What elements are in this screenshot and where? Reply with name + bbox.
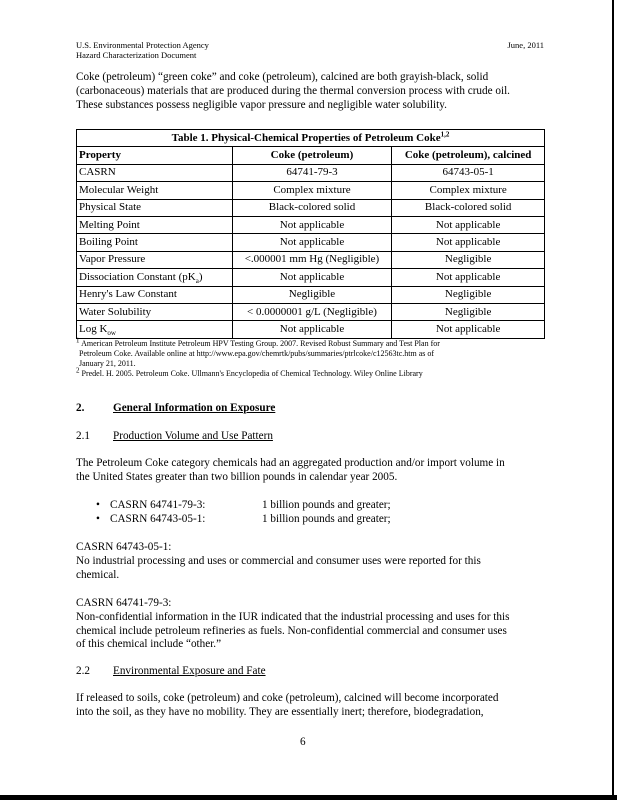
cell-property: Vapor Pressure xyxy=(77,251,233,268)
column-header-coke: Coke (petroleum) xyxy=(232,147,392,164)
cell-calcined: Not applicable xyxy=(392,269,545,286)
table-row xyxy=(77,269,545,286)
list-item: • CASRN 64743-05-1: 1 billion pounds and greater; xyxy=(96,512,391,525)
page-right-border xyxy=(612,0,614,797)
production-volume-paragraph: The Petroleum Coke category chemicals had an aggregated production and/or import volume in the United States greater than two billion pounds in calendar year 2005. xyxy=(76,457,505,483)
footnote-1-line-2[interactable]: Petroleum Coke. Available online at http://www.epa.gov/chemrtk/pubs/summaries/ptrlcoke/c12563tc.htm as of xyxy=(79,349,435,358)
cell-calcined: Not applicable xyxy=(392,234,545,251)
cell-property: Water Solubility xyxy=(77,303,233,320)
footnote-1: $^1$ American Petroleum Institute Petroleum HPV Testing Group. 2007. Revised Robust Summary and Test Plan for xyxy=(76,336,440,348)
table-row xyxy=(77,216,545,233)
column-header-calcined: Coke (petroleum), calcined xyxy=(392,147,545,164)
cell-property: Henry's Law Constant xyxy=(77,286,233,303)
table-title: Table 1. Physical-Chemical Properties of Petroleum Coke$^{1,2}$ xyxy=(77,130,545,147)
column-header-property: Property xyxy=(77,147,233,164)
section-2-1-number: 2.1 xyxy=(76,430,90,442)
cell-calcined: Complex mixture xyxy=(392,182,545,199)
casrn-64741-block: CASRN 64741-79-3: Non-confidential information in the IUR indicated that the industrial processing and uses for this chemical include petroleum refineries as fuels. Non-confidential commercial and consumer uses of this chemical include “other.” xyxy=(76,597,546,652)
table-row xyxy=(77,164,545,181)
cell-property: Physical State xyxy=(77,199,233,216)
block-label: CASRN 64743-05-1: xyxy=(76,541,172,553)
section-2-heading xyxy=(76,402,275,414)
cell-coke: < 0.0000001 g/L (Negligible) xyxy=(232,303,392,320)
cell-calcined: Not applicable xyxy=(392,216,545,233)
table-row xyxy=(77,286,545,303)
table-title-row xyxy=(77,130,545,147)
cell-calcined: Negligible xyxy=(392,286,545,303)
table-row xyxy=(77,303,545,320)
page-number: 6 xyxy=(300,736,306,748)
table-row xyxy=(77,182,545,199)
bullet-icon: • xyxy=(96,512,100,525)
list-item: • CASRN 64741-79-3: 1 billion pounds and greater; xyxy=(96,499,391,511)
intro-line-3: These substances possess negligible vapor pressure and negligible water solubility. xyxy=(76,98,447,111)
cell-property: Dissociation Constant $(pK_a)$ xyxy=(77,269,233,286)
cell-property: Melting Point xyxy=(77,216,233,233)
cell-property: CASRN xyxy=(77,164,233,181)
cell-coke: Black-colored solid xyxy=(232,199,392,216)
section-2-2-number: 2.2 xyxy=(76,665,90,677)
production-volume-list xyxy=(96,499,391,526)
cell-coke: 64741-79-3 xyxy=(232,164,392,181)
table-row xyxy=(77,251,545,268)
header-doc-type: Hazard Characterization Document xyxy=(76,50,197,60)
header-agency: U.S. Environmental Protection Agency xyxy=(76,40,209,50)
cell-coke: Negligible xyxy=(232,286,392,303)
table-row xyxy=(77,234,545,251)
section-2-title: General Information on Exposure xyxy=(113,402,276,414)
cell-coke: Not applicable xyxy=(232,216,392,233)
page-bottom-border xyxy=(0,795,617,800)
table-row xyxy=(77,321,545,338)
footnote-1-line-3: January 21, 2011. xyxy=(79,359,136,368)
cell-property: Boiling Point xyxy=(77,234,233,251)
cell-property: Molecular Weight xyxy=(77,182,233,199)
cell-coke: Not applicable xyxy=(232,234,392,251)
section-2-2-heading xyxy=(76,665,266,677)
table-title-footnote-refs: 1,2 xyxy=(440,130,450,139)
cell-calcined: Negligible xyxy=(392,303,545,320)
intro-line-2: (carbonaceous) materials that are produced during the thermal conversion process with crude oil. xyxy=(76,84,510,97)
section-2-1-title: Production Volume and Use Pattern xyxy=(113,430,273,442)
casrn-64743-block: CASRN 64743-05-1: No industrial processing and uses or commercial and consumer uses were reported for this chemical. xyxy=(76,541,546,582)
cell-calcined: Black-colored solid xyxy=(392,199,545,216)
properties-table xyxy=(76,129,545,339)
cell-property: Log $K_{ow}$ xyxy=(77,321,233,338)
cell-calcined: 64743-05-1 xyxy=(392,164,545,181)
table-row xyxy=(77,199,545,216)
intro-paragraph xyxy=(76,71,546,112)
table-header-row xyxy=(77,147,545,164)
bullet-icon: • xyxy=(96,499,100,511)
footnote-2: $^2$ Predel. H. 2005. Petroleum Coke. Ullmann's Encyclopedia of Chemical Technology. Wiley Online Library xyxy=(76,366,423,378)
block-label: CASRN 64741-79-3: xyxy=(76,597,172,609)
cell-coke: <.000001 mm Hg (Negligible) xyxy=(232,251,392,268)
header-date: June, 2011 xyxy=(507,40,544,50)
cell-calcined: Negligible xyxy=(392,251,545,268)
intro-line-1: Coke (petroleum) “green coke” and coke (petroleum), calcined are both grayish-black, solid xyxy=(76,71,489,83)
cell-coke: Not applicable xyxy=(232,269,392,286)
cell-coke: Not applicable xyxy=(232,321,392,338)
cell-coke: Complex mixture xyxy=(232,182,392,199)
footnotes xyxy=(76,336,546,379)
section-2-number: 2. xyxy=(76,402,85,414)
section-2-1-heading xyxy=(76,430,273,442)
environmental-fate-paragraph: If released to soils, coke (petroleum) and coke (petroleum), calcined will become incorporated into the soil, as they have no mobility. They are essentially inert; therefore, biodegradation, xyxy=(76,692,499,718)
section-2-2-title: Environmental Exposure and Fate xyxy=(113,665,266,677)
running-header-left xyxy=(76,40,209,60)
cell-calcined: Not applicable xyxy=(392,321,545,338)
